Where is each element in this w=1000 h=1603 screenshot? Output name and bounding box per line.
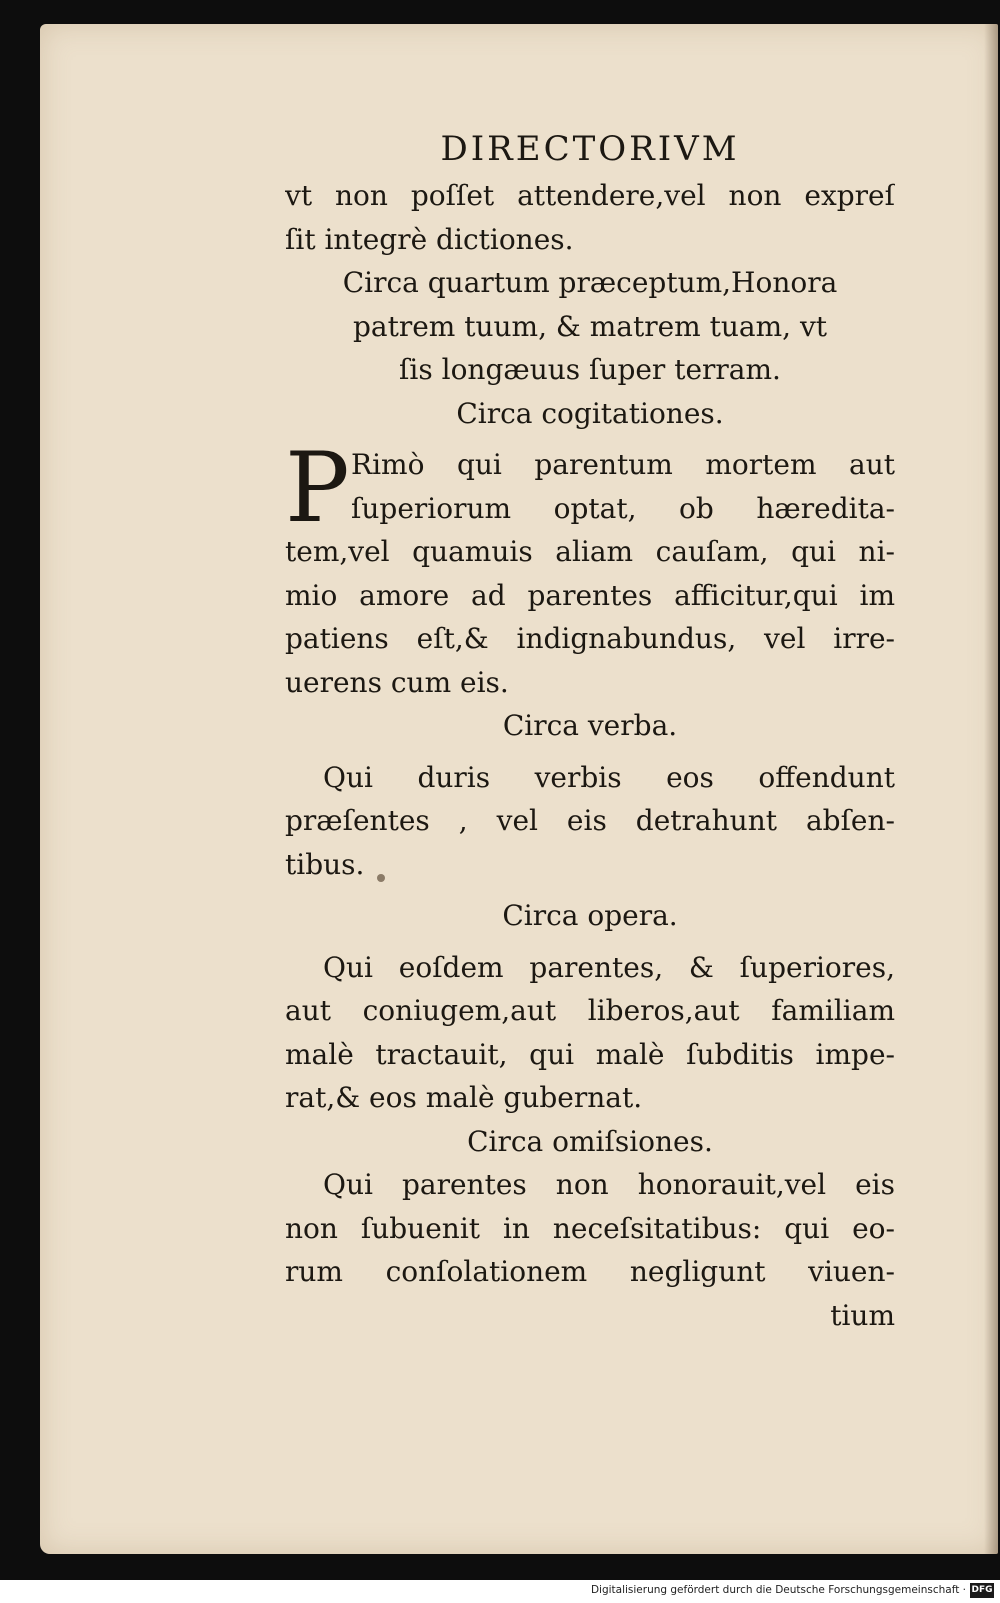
- text-line: tibus.: [285, 847, 365, 881]
- text-line: aut coniugem,aut liberos,aut familiam: [285, 994, 895, 1027]
- text-line: Qui parentes non honorauit,vel eis: [323, 1168, 895, 1201]
- footer-bar: [0, 1580, 1000, 1603]
- page-text: [285, 124, 895, 1337]
- text-line: mio amore ad parentes afficitur,qui im: [285, 578, 895, 612]
- funding-notice: Digitalisierung gefördert durch die Deutsche Forschungsgemeinschaft ·: [590, 1584, 966, 1596]
- dfg-logo: DFG: [970, 1583, 994, 1598]
- section-heading-line: ſis longæuus ſuper terram.: [399, 353, 781, 386]
- text-line: ſit integrè dictiones.: [285, 222, 574, 256]
- dropcap-paragraph: [285, 432, 895, 544]
- text-line: vt non poſſet attendere,vel non expreſ: [285, 179, 895, 212]
- text-line: Qui duris verbis eos offendunt: [323, 760, 895, 794]
- text-line: non ſubuenit in neceſsitatibus: qui eo-: [285, 1211, 895, 1245]
- text-line: præſentes , vel eis detrahunt abſen-: [285, 804, 895, 837]
- subheading-omissiones: Circa omiſsiones.: [467, 1124, 713, 1158]
- section-heading-line: Circa quartum præceptum,Honora: [342, 266, 838, 299]
- text-line: malè tractauit, qui malè ſubditis impe-: [285, 1037, 895, 1071]
- text-line: Qui eoſdem parentes, & ſuperiores,: [323, 950, 895, 984]
- book-page: [40, 24, 998, 1554]
- running-head: DIRECTORIVM: [440, 129, 740, 169]
- subheading-verba: Circa verba.: [502, 709, 678, 742]
- text-line: tem,vel quamuis aliam cauſam, qui ni-: [285, 535, 895, 568]
- text-line: rum conſolationem negligunt viuen-: [285, 1255, 895, 1288]
- drop-capital: P: [285, 432, 350, 544]
- section-heading-line: patrem tuum, & matrem tuam, vt: [352, 309, 828, 343]
- subheading-opera: Circa opera.: [502, 899, 678, 932]
- text-line: Rimò qui parentum mortem aut: [351, 448, 895, 481]
- text-line: uerens cum eis.: [285, 665, 509, 699]
- catchword: tium: [830, 1298, 895, 1332]
- text-line: rat,& eos malè gubernat.: [285, 1081, 643, 1114]
- text-line: ſuperiorum optat, ob hæredita-: [351, 491, 895, 525]
- subheading-cogitationes: Circa cogitationes.: [456, 396, 724, 430]
- text-line: patiens eſt,& indignabundus, vel irre-: [285, 622, 895, 655]
